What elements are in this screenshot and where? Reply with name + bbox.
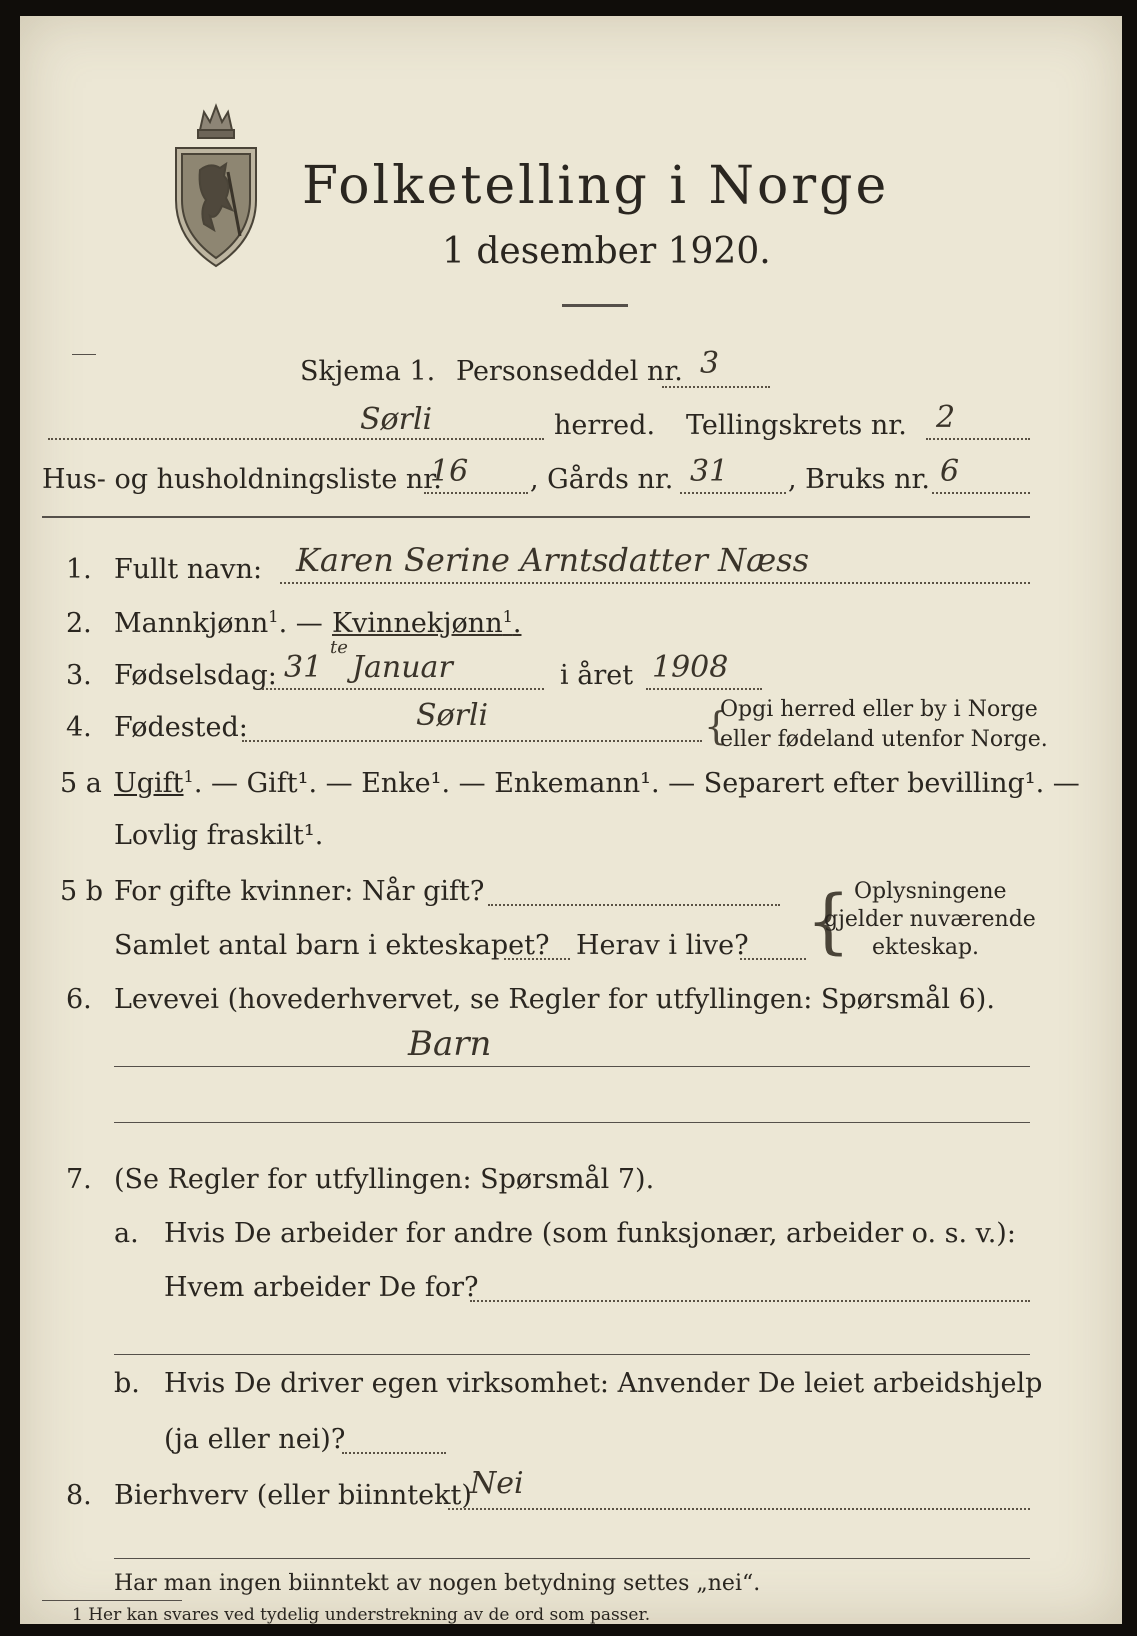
q5b-brace: { (806, 880, 851, 962)
q7a-label: Hvis De arbeider for andre (som funksjonær, arbeider o. s. v.): (164, 1218, 1016, 1249)
q6-value: Barn (408, 1024, 492, 1064)
q5b-note-1: Oplysningene (854, 879, 1007, 904)
q5b-note-3: ekteskap. (872, 935, 980, 960)
gards-line (680, 492, 786, 494)
footer-note: Har man ingen biinntekt av nogen betydning settes „nei“. (114, 1571, 761, 1596)
herred-value: Sørli (360, 402, 433, 437)
q7a-label2: Hvem arbeider De for? (164, 1272, 479, 1303)
q3-year-label: i året (560, 660, 634, 691)
personseddel-label: Personseddel nr. (456, 356, 683, 387)
tellingskrets-line (926, 438, 1030, 440)
footnote: 1 Her kan svares ved tydelig understrekning av de ord som passer. (72, 1606, 651, 1624)
q1-number: 1. (66, 554, 92, 585)
q6-label: Levevei (hovederhvervet, se Regler for utfyllingen: Spørsmål 6). (114, 984, 995, 1015)
q5a-options: Ugift$^1$. — Gift¹. — Enke¹. — Enkemann¹. — Separert efter bevilling¹. — (114, 767, 1080, 799)
q2-male: Mannkjønn$^1$. — (114, 607, 323, 639)
q1-value: Karen Serine Arntsdatter Næss (296, 541, 810, 579)
q4-note-1: Opgi herred eller by i Norge (720, 697, 1038, 722)
q5a-line2: Lovlig fraskilt¹. (114, 820, 324, 851)
bruks-value: 6 (940, 454, 960, 489)
header-divider (42, 516, 1030, 518)
q7b-label: Hvis De driver egen virksomhet: Anvender De leiet arbeidshjelp (164, 1368, 1043, 1399)
bruks-line (932, 492, 1030, 494)
husliste-value: 16 (430, 454, 469, 489)
q5a-rest: . — Gift¹. — Enke¹. — Enkemann¹. — Separert efter bevilling¹. — (193, 768, 1080, 799)
census-form (20, 16, 1122, 1624)
q5b-label3: Herav i live? (576, 930, 749, 961)
q5b-note-2: gjelder nuværende (824, 907, 1036, 932)
herred-line (48, 438, 544, 440)
q7a-line1 (470, 1300, 1030, 1302)
q3-day-sup: te (330, 637, 348, 658)
q7b-letter: b. (114, 1368, 140, 1399)
q2-number: 2. (66, 608, 92, 639)
q3-year-line (646, 688, 762, 690)
personseddel-line (662, 386, 770, 388)
tellingskrets-label: Tellingskrets nr. (686, 410, 907, 441)
q5a-ugift: Ugift (114, 768, 184, 799)
q5b-line3 (740, 958, 806, 960)
q5b-label1: For gifte kvinner: Når gift? (114, 876, 485, 907)
q8-line2 (114, 1558, 1030, 1559)
q2-female: Kvinnekjønn$^1$. (332, 607, 522, 639)
q4-value: Sørli (416, 698, 489, 733)
q2-male-text: Mannkjønn (114, 608, 269, 639)
q3-number: 3. (66, 660, 92, 691)
q4-note-2: eller fødeland utenfor Norge. (720, 727, 1048, 752)
schema-label: Skjema 1. (300, 356, 436, 387)
page-subtitle: 1 desember 1920. (442, 231, 771, 272)
q8-number: 8. (66, 1480, 92, 1511)
q7b-line (342, 1452, 446, 1454)
q4-brace: { (704, 704, 729, 748)
page-title: Folketelling i Norge (302, 156, 890, 216)
bruks-label: , Bruks nr. (788, 464, 931, 495)
q3-label: Fødselsdag: (114, 660, 277, 691)
gards-label: , Gårds nr. (530, 464, 674, 495)
q7-label: (Se Regler for utfyllingen: Spørsmål 7). (114, 1164, 655, 1195)
q5b-label2: Samlet antal barn i ekteskapet? (114, 930, 550, 961)
gards-value: 31 (690, 454, 729, 489)
q6-number: 6. (66, 984, 92, 1015)
q5b-line2 (504, 958, 570, 960)
q6-line1 (114, 1066, 1030, 1067)
q7a-line2 (114, 1354, 1030, 1355)
q4-line (242, 740, 702, 742)
q7b-label2: (ja eller nei)? (164, 1424, 346, 1455)
q4-label: Fødested: (114, 712, 248, 743)
tellingskrets-value: 2 (936, 400, 956, 435)
q5a-number: 5 a (60, 768, 102, 799)
husliste-line (424, 492, 528, 494)
title-divider (562, 304, 628, 307)
q8-label: Bierhverv (eller biinntekt) (114, 1480, 472, 1511)
footnote-divider (42, 1600, 182, 1601)
norwegian-coat-of-arms-icon (170, 100, 262, 270)
q3-year: 1908 (652, 650, 729, 685)
q1-line (280, 582, 1030, 584)
q6-line2 (114, 1122, 1030, 1123)
q5b-number: 5 b (60, 876, 104, 907)
margin-mark (72, 354, 96, 355)
q3-date-line (262, 688, 544, 690)
q8-value: Nei (470, 1466, 524, 1501)
q4-number: 4. (66, 712, 92, 743)
husliste-label: Hus- og husholdningsliste nr. (42, 464, 442, 495)
q1-label: Fullt navn: (114, 554, 263, 585)
personseddel-value: 3 (700, 346, 720, 381)
q3-month: Januar (352, 650, 453, 685)
q8-line (448, 1508, 1030, 1510)
q5b-line1 (488, 904, 780, 906)
q3-day: 31 (284, 650, 323, 685)
q2-female-text: Kvinnekjønn (332, 608, 503, 639)
herred-label: herred. (554, 410, 656, 441)
q2-separator: . — (278, 608, 323, 639)
q7-number: 7. (66, 1164, 92, 1195)
q7a-letter: a. (114, 1218, 139, 1249)
